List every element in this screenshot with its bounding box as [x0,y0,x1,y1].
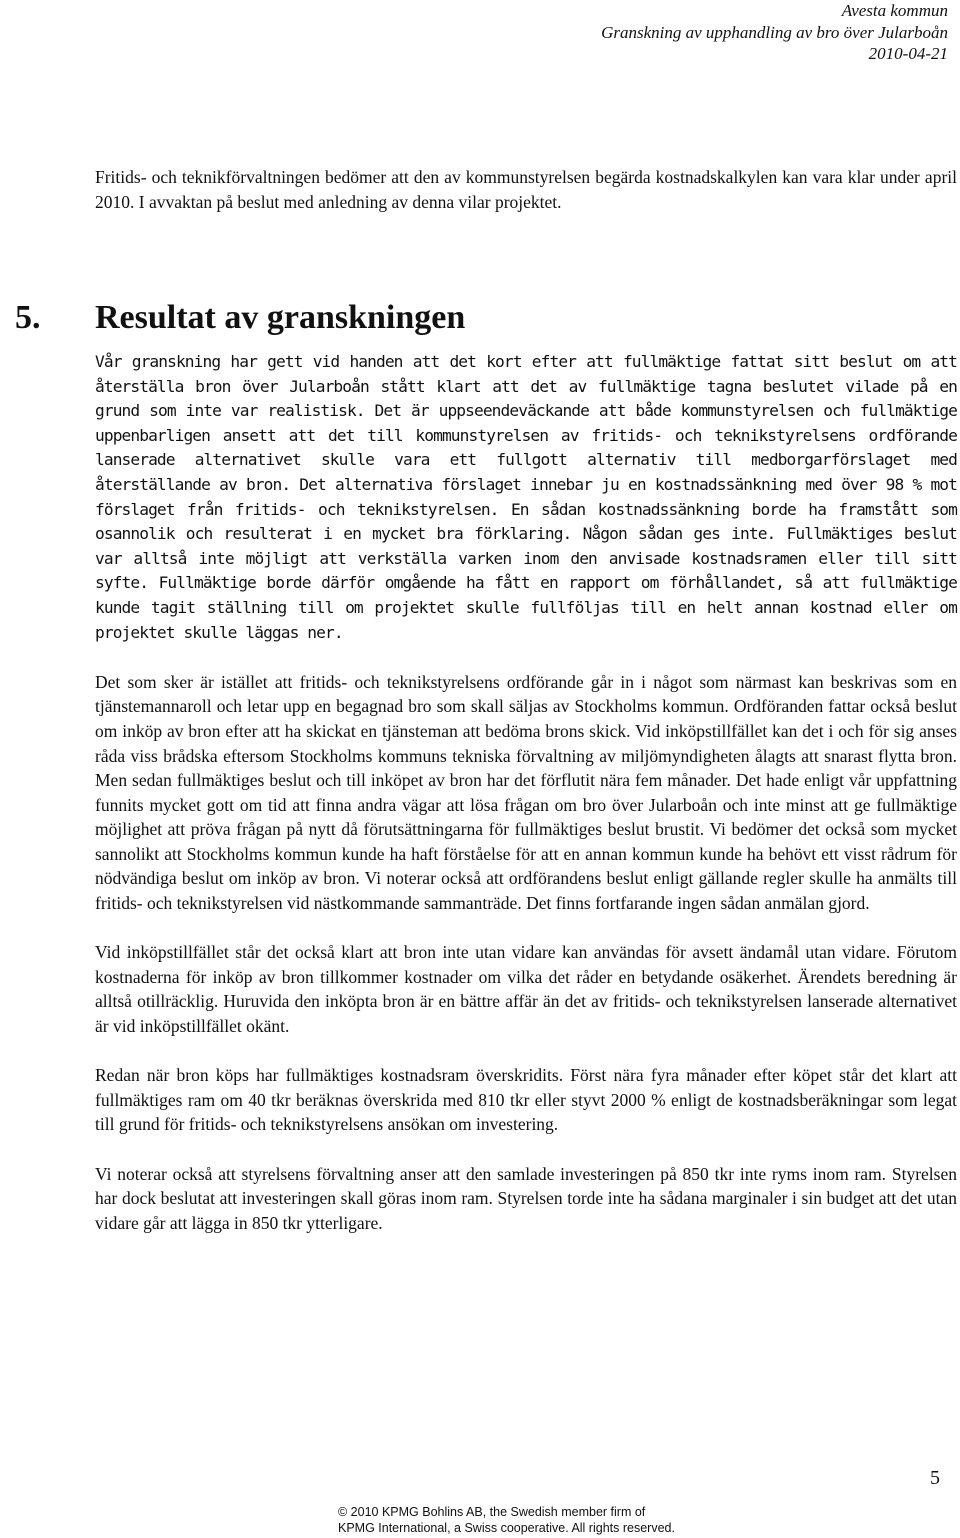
paragraph: Det som sker är istället att fritids- och teknikstyrelsens ordförande går in i något som närmast kan beskrivas som en tjänstemannaroll och letar upp en begagnad bro som skall säljas av Stockholms kommun. Ordföranden fattar också beslut om inköp av bron efter att ha skickat en tjänsteman att bedöma brons skick. Vid inköpstillfället kan det i och för sig anses råda viss brådska eftersom Stockholms kommuns tekniska förvaltning av miljömyndigheten ålagts att snarast flytta bron. Men sedan fullmäktiges beslut och till inköpet av bron har det förflutit nära fem månader. Det hade enligt vår uppfattning funnits mycket gott om tid att finna andra vägar att lösa frågan om bro över Jularboån och inte minst att ge fullmäktige möjlighet att pröva frågan på nytt då förutsättningarna för fullmäktiges beslut brustit. Vi bedömer det också som mycket sannolikt att Stockholms kommun kunde ha haft förståelse för att en annan kommun kunde ha behövt ett visst rådrum för nödvändiga beslut om inköp av bron. Vi noterar också att ordförandens beslut enligt gällande regler skulle ha anmälts till fritids- och teknikstyrelsen vid nästkommande sammanträde. Det finns fortfarande ingen sådan anmälan gjord. [95,671,957,914]
header-organization: Avesta kommun [841,1,948,20]
header-date: 2010-04-21 [868,44,948,63]
footer-copyright [338,1504,680,1536]
section-heading [15,296,466,340]
paragraph: Vi noterar också att styrelsens förvaltning anser att den samlade investeringen på 850 tkr inte ryms inom ram. Styrelsen har dock beslutat att investeringen skall göras inom ram. Styrelsen torde inte ha sådana marginaler i sin budget att det utan vidare går att lägga in 850 tkr ytterligare. [95,1163,957,1233]
paragraph: Redan när bron köps har fullmäktiges kostnadsram överskridits. Först nära fyra månader efter köpet står det klart att fullmäktiges ram om 40 tkr beräknas överskrida med 810 tkr eller styvt 2000 % enligt de kostnadsberäkningar som legat till grund för fritids- och teknikstyrelsens ansökan om investering. [95,1065,957,1135]
paragraph: Vår granskning har gett vid handen att det kort efter att fullmäktige fattat sitt beslut om att återställa bron över Jularboån stått klart att det av fullmäktige tagna beslutet vilade på en grund som inte var realistisk. Det är uppseendeväckande att både kommunstyrelsen och fullmäktige uppenbarligen ansett att det till kommunstyrelsen av fritids- och teknikstyrelsens ordförande lanserade alternativet skulle vara ett fullgott alternativ till medborgarförslaget med återställande av bron. Det alternativa förslaget innebar ju en kostnadssänkning med över 98 % mot förslaget från fritids- och teknikstyrelsen. En sådan kostnadssänkning borde ha framstått som osannolik och resulterat i en mycket bra förklaring. Någon sådan ges inte. Fullmäktiges beslut var alltså inte möjligt att verkställa varken inom den anvisade kostnadsramen eller till sitt syfte. Fullmäktige borde därför omgående ha fått en rapport om förhållandet, så att fullmäktige kunde tagit ställning till om projektet skulle fullföljas till en helt annan kostnad eller om projektet skulle läggas ner. [95,352,957,642]
section-title: Resultat av granskningen [95,299,466,336]
paragraph: Vid inköpstillfället står det också klart att bron inte utan vidare kan användas för avsett ändamål utan vidare. Förutom kostnaderna för inköp av bron tillkommer kostnader om vilka det råder en betydande osäkerhet. Ärendets beredning är alltså otillräcklig. Huruvida den inköpta bron är en bättre affär än det av fritids- och teknikstyrelsen lanserade alternativet är vid inköpstillfället okänt. [95,942,957,1037]
footer-line-2: KPMG International, a Swiss cooperative. All rights reserved. [338,1521,675,1535]
page-header [601,0,948,65]
intro-paragraph: Fritids- och teknikförvaltningen bedömer att den av kommunstyrelsen begärda kostnadskalkylen kan vara klar under april 2010. I avvaktan på beslut med anledning av denna vilar projektet. [95,167,957,212]
section-body [95,350,957,1260]
page-number: 5 [930,1467,940,1489]
footer-line-1: © 2010 KPMG Bohlins AB, the Swedish member firm of [338,1505,646,1519]
header-report-title: Granskning av upphandling av bro över Jularboån [601,22,948,42]
section-number: 5. [15,299,41,336]
